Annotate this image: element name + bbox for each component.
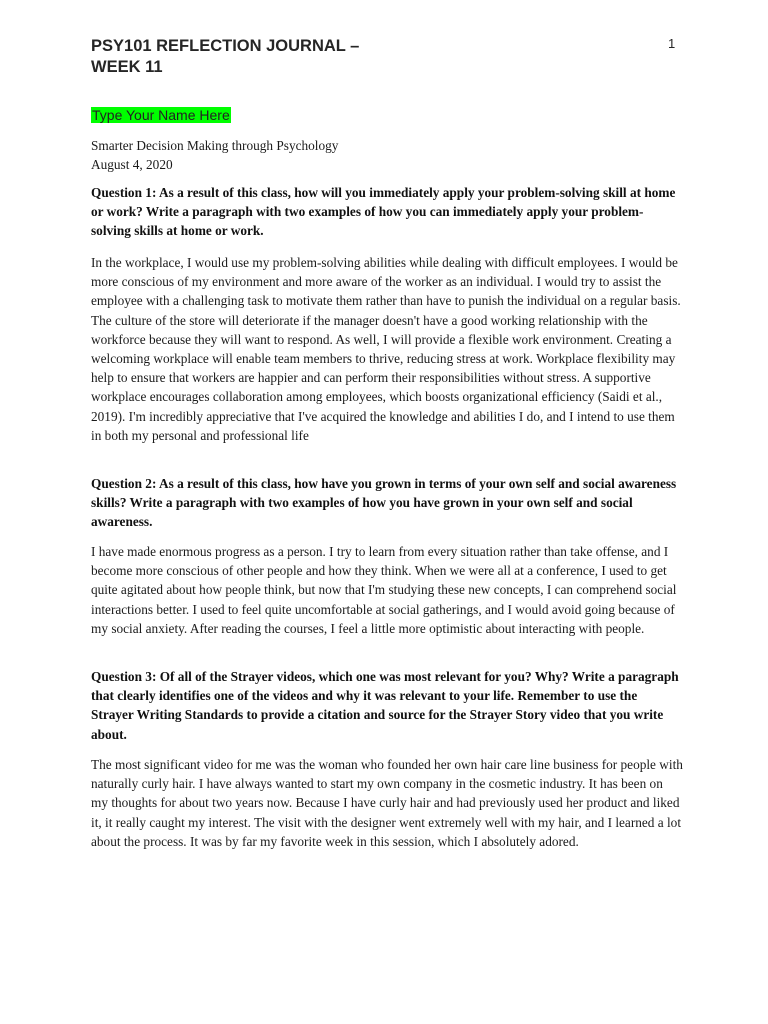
question-1 <box>91 183 683 241</box>
question-3 <box>91 667 683 744</box>
question-2-text: Question 2: As a result of this class, how have you grown in terms of your own self and social awareness skills? Write a paragraph with two examples of how you have grown in your own self and social awareness. <box>91 476 677 530</box>
author-name-field[interactable] <box>91 106 231 124</box>
course-title: Smarter Decision Making through Psychology <box>91 138 339 153</box>
answer-3 <box>91 755 683 851</box>
journal-title-line-2: WEEK 11 <box>91 58 163 76</box>
document-date: August 4, 2020 <box>91 157 173 173</box>
answer-2 <box>91 542 683 638</box>
journal-title-line-1: PSY101 REFLECTION JOURNAL – <box>91 37 360 55</box>
answer-2-text: I have made enormous progress as a person. I try to learn from every situation rather than take offense, and I become more conscious of other people and how they think. When we were all at a conference, I used to get quite agitated about how people think, but now that I'm studying these new concepts, I can comprehend social interactions better. I used to feel quite uncomfortable at social gatherings, and I would avoid going because of my social anxiety. After reading the courses, I feel a little more optimistic about interacting with people. <box>91 544 677 636</box>
answer-1 <box>91 253 683 445</box>
author-name-placeholder[interactable]: Type Your Name Here <box>92 107 230 123</box>
page-number: 1 <box>668 36 676 51</box>
question-2 <box>91 474 683 532</box>
answer-3-text: The most significant video for me was the woman who founded her own hair care line business for people with naturally curly hair. I have always wanted to start my own company in the cosmetic industry. It has been on my thoughts for about two years now. Because I have curly hair and had previously used her product and liked it, it really caught my interest. The visit with the designer went extremely well with my hair, and I learned a lot about the process. It was by far my favorite week in this session, which I absolutely adored. <box>91 757 683 849</box>
question-1-text: Question 1: As a result of this class, how will you immediately apply your problem-solving skill at home or work? Write a paragraph with two examples of how you can immediately apply your problem-solving skills at home or work. <box>91 185 676 239</box>
course-meta <box>91 136 683 174</box>
journal-title <box>91 36 491 78</box>
answer-1-text: In the workplace, I would use my problem-solving abilities while dealing with difficult employees. I would be more conscious of my environment and more aware of the worker as an individual. I would try to assist the employee with a challenging task to motivate them rather than have to punish the individual on a regular basis. The culture of the store will deteriorate if the manager doesn't have a good working relationship with the workforce because they will want to respond. As well, I will provide a flexible work environment. Creating a welcoming workplace will enable team members to thrive, reducing stress at work. Workplace flexibility may help to ensure that workers are happier and can perform their responsibilities without stress. A supportive workplace encourages collaboration among employees, which boosts organizational efficiency (Saidi et al., 2019). I'm incredibly appreciative that I've acquired the knowledge and abilities I do, and I intend to use them in both my personal and professional life <box>91 255 681 443</box>
question-3-text: Question 3: Of all of the Strayer videos, which one was most relevant for you? Why? Write a paragraph that clearly identifies one of the videos and why it was relevant to your life. Remember to use the Strayer Writing Standards to provide a citation and source for the Strayer Story video that you write about. <box>91 669 679 742</box>
